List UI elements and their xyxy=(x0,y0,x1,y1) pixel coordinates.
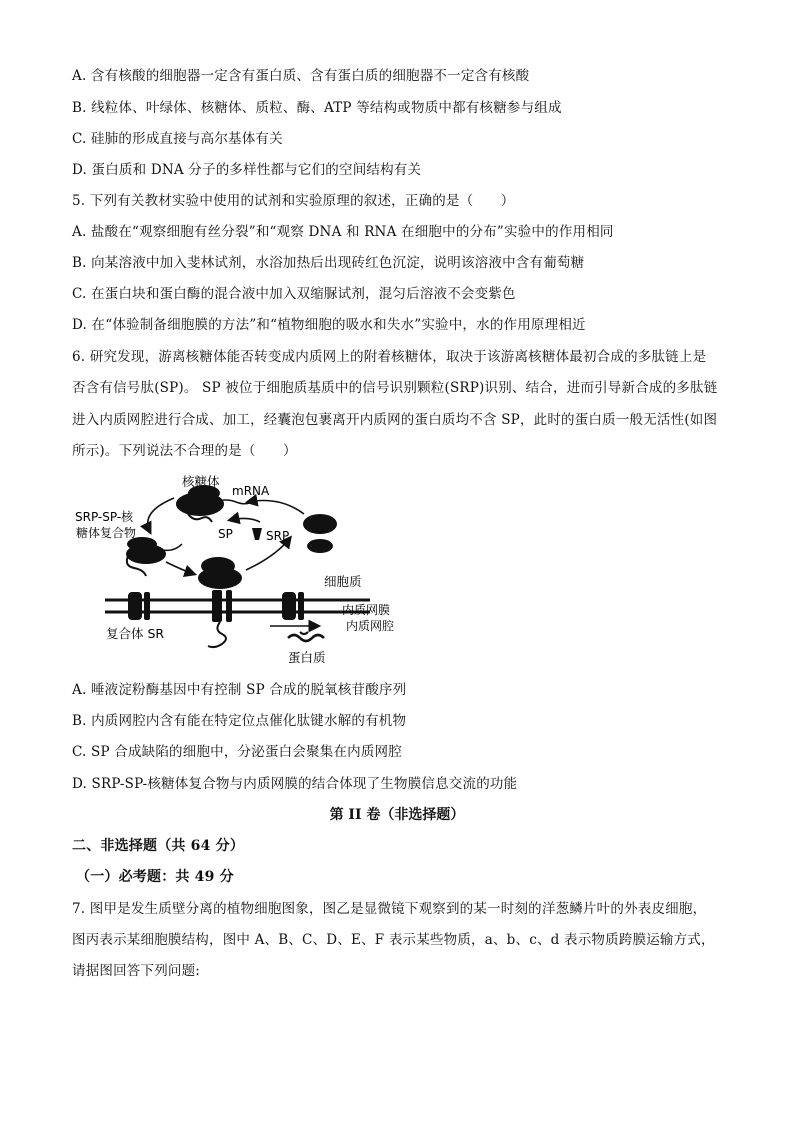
label-receptor: 复合体 SR xyxy=(106,626,165,641)
part2-title: 第 II 卷（非选择题） xyxy=(329,807,465,823)
label-er-lumen: 内质网腔 xyxy=(346,619,395,633)
srp-pathway-diagram xyxy=(70,466,440,676)
sr-receptor-left xyxy=(128,592,150,620)
q5-option-d: D. 在“体验制备细胞膜的方法”和“植物细胞的吸水和失水”实验中，水的作用原理相近 xyxy=(72,317,586,333)
q4-option-a: A. 含有核酸的细胞器一定含有蛋白质、含有蛋白质的细胞器不一定含有核酸 xyxy=(72,68,530,84)
q6-option-d: D. SRP-SP-核糖体复合物与内质网膜的结合体现了生物膜信息交流的功能 xyxy=(72,776,518,792)
q6-stem-line2: 否含有信号肽(SP)。 SP 被位于细胞质基质中的信号识别颗粒(SRP)识别、结合，进而引导新合成的多肽链 xyxy=(72,380,718,396)
q5-option-c: C. 在蛋白块和蛋白酶的混合液中加入双缩脲试剂，混匀后溶液不会变紫色 xyxy=(72,286,516,302)
q7-stem-line1: 7. 图甲是发生质壁分离的植物细胞图象，图乙是显微镜下观察到的某一时刻的洋葱鳞片叶的外表皮细胞， xyxy=(72,901,707,917)
section-heading: 二、非选择题（共 64 分） xyxy=(72,838,245,854)
q6-stem-line3: 进入内质网腔进行合成、加工，经囊泡包裹离开内质网的蛋白质均不含 SP，此时的蛋白质一般无活性(如图 xyxy=(72,412,718,428)
bound-ribosome xyxy=(198,557,242,647)
q5-stem: 5. 下列有关教材实验中使用的试剂和实验原理的叙述，正确的是（ ） xyxy=(72,193,515,209)
label-er-membrane: 内质网膜 xyxy=(342,603,391,617)
label-srp: SRP xyxy=(266,529,290,543)
label-sp: SP xyxy=(218,527,233,541)
label-complex-line1: SRP-SP-核 xyxy=(75,510,134,524)
srp-particle xyxy=(252,528,262,540)
q4-option-b: B. 线粒体、叶绿体、核糖体、质粒、酶、ATP 等结构或物质中都有核糖参与组成 xyxy=(72,100,562,116)
q6-option-b: B. 内质网腔内含有能在特定位点催化肽键水解的有机物 xyxy=(72,713,407,729)
q5-option-b: B. 向某溶液中加入斐林试剂，水浴加热后出现砖红色沉淀，说明该溶液中含有葡萄糖 xyxy=(72,255,585,271)
label-ribosome: 核糖体 xyxy=(182,474,220,489)
released-protein xyxy=(288,632,324,641)
q4-option-c: C. 硅肺的形成直接与高尔基体有关 xyxy=(72,131,283,147)
label-mrna: mRNA xyxy=(232,484,270,498)
q6-option-c: C. SP 合成缺陷的细胞中，分泌蛋白会聚集在内质网腔 xyxy=(72,744,402,760)
sr-receptor-right xyxy=(282,592,304,620)
q6-stem-line1: 6. 研究发现，游离核糖体能否转变成内质网上的附着核糖体，取决于该游离核糖体最初合成的多肽链上是 xyxy=(72,349,707,365)
q6-option-a: A. 唾液淀粉酶基因中有控制 SP 合成的脱氧核苷酸序列 xyxy=(72,682,407,698)
label-complex-line2: 糖体复合物 xyxy=(76,526,137,540)
q5-option-a: A. 盐酸在“观察细胞有丝分裂”和“观察 DNA 和 RNA 在细胞中的分布”实验中的作用相同 xyxy=(72,224,614,240)
q6-stem-line4: 所示)。下列说法不合理的是（ ） xyxy=(72,443,297,459)
q7-stem-line2: 图丙表示某细胞膜结构，图中 A、B、C、D、E、F 表示某些物质，a、b、c、d 表示物质跨膜运输方式， xyxy=(72,932,715,948)
ribosome-subunits xyxy=(303,514,337,553)
subsection-heading: （一）必考题：共 49 分 xyxy=(76,869,234,885)
label-protein: 蛋白质 xyxy=(288,650,326,665)
srp-sp-complex xyxy=(126,537,182,576)
q7-stem-line3: 请据图回答下列问题: xyxy=(72,963,201,979)
label-cytoplasm: 细胞质 xyxy=(324,574,362,589)
q4-option-d: D. 蛋白质和 DNA 分子的多样性都与它们的空间结构有关 xyxy=(72,162,422,178)
